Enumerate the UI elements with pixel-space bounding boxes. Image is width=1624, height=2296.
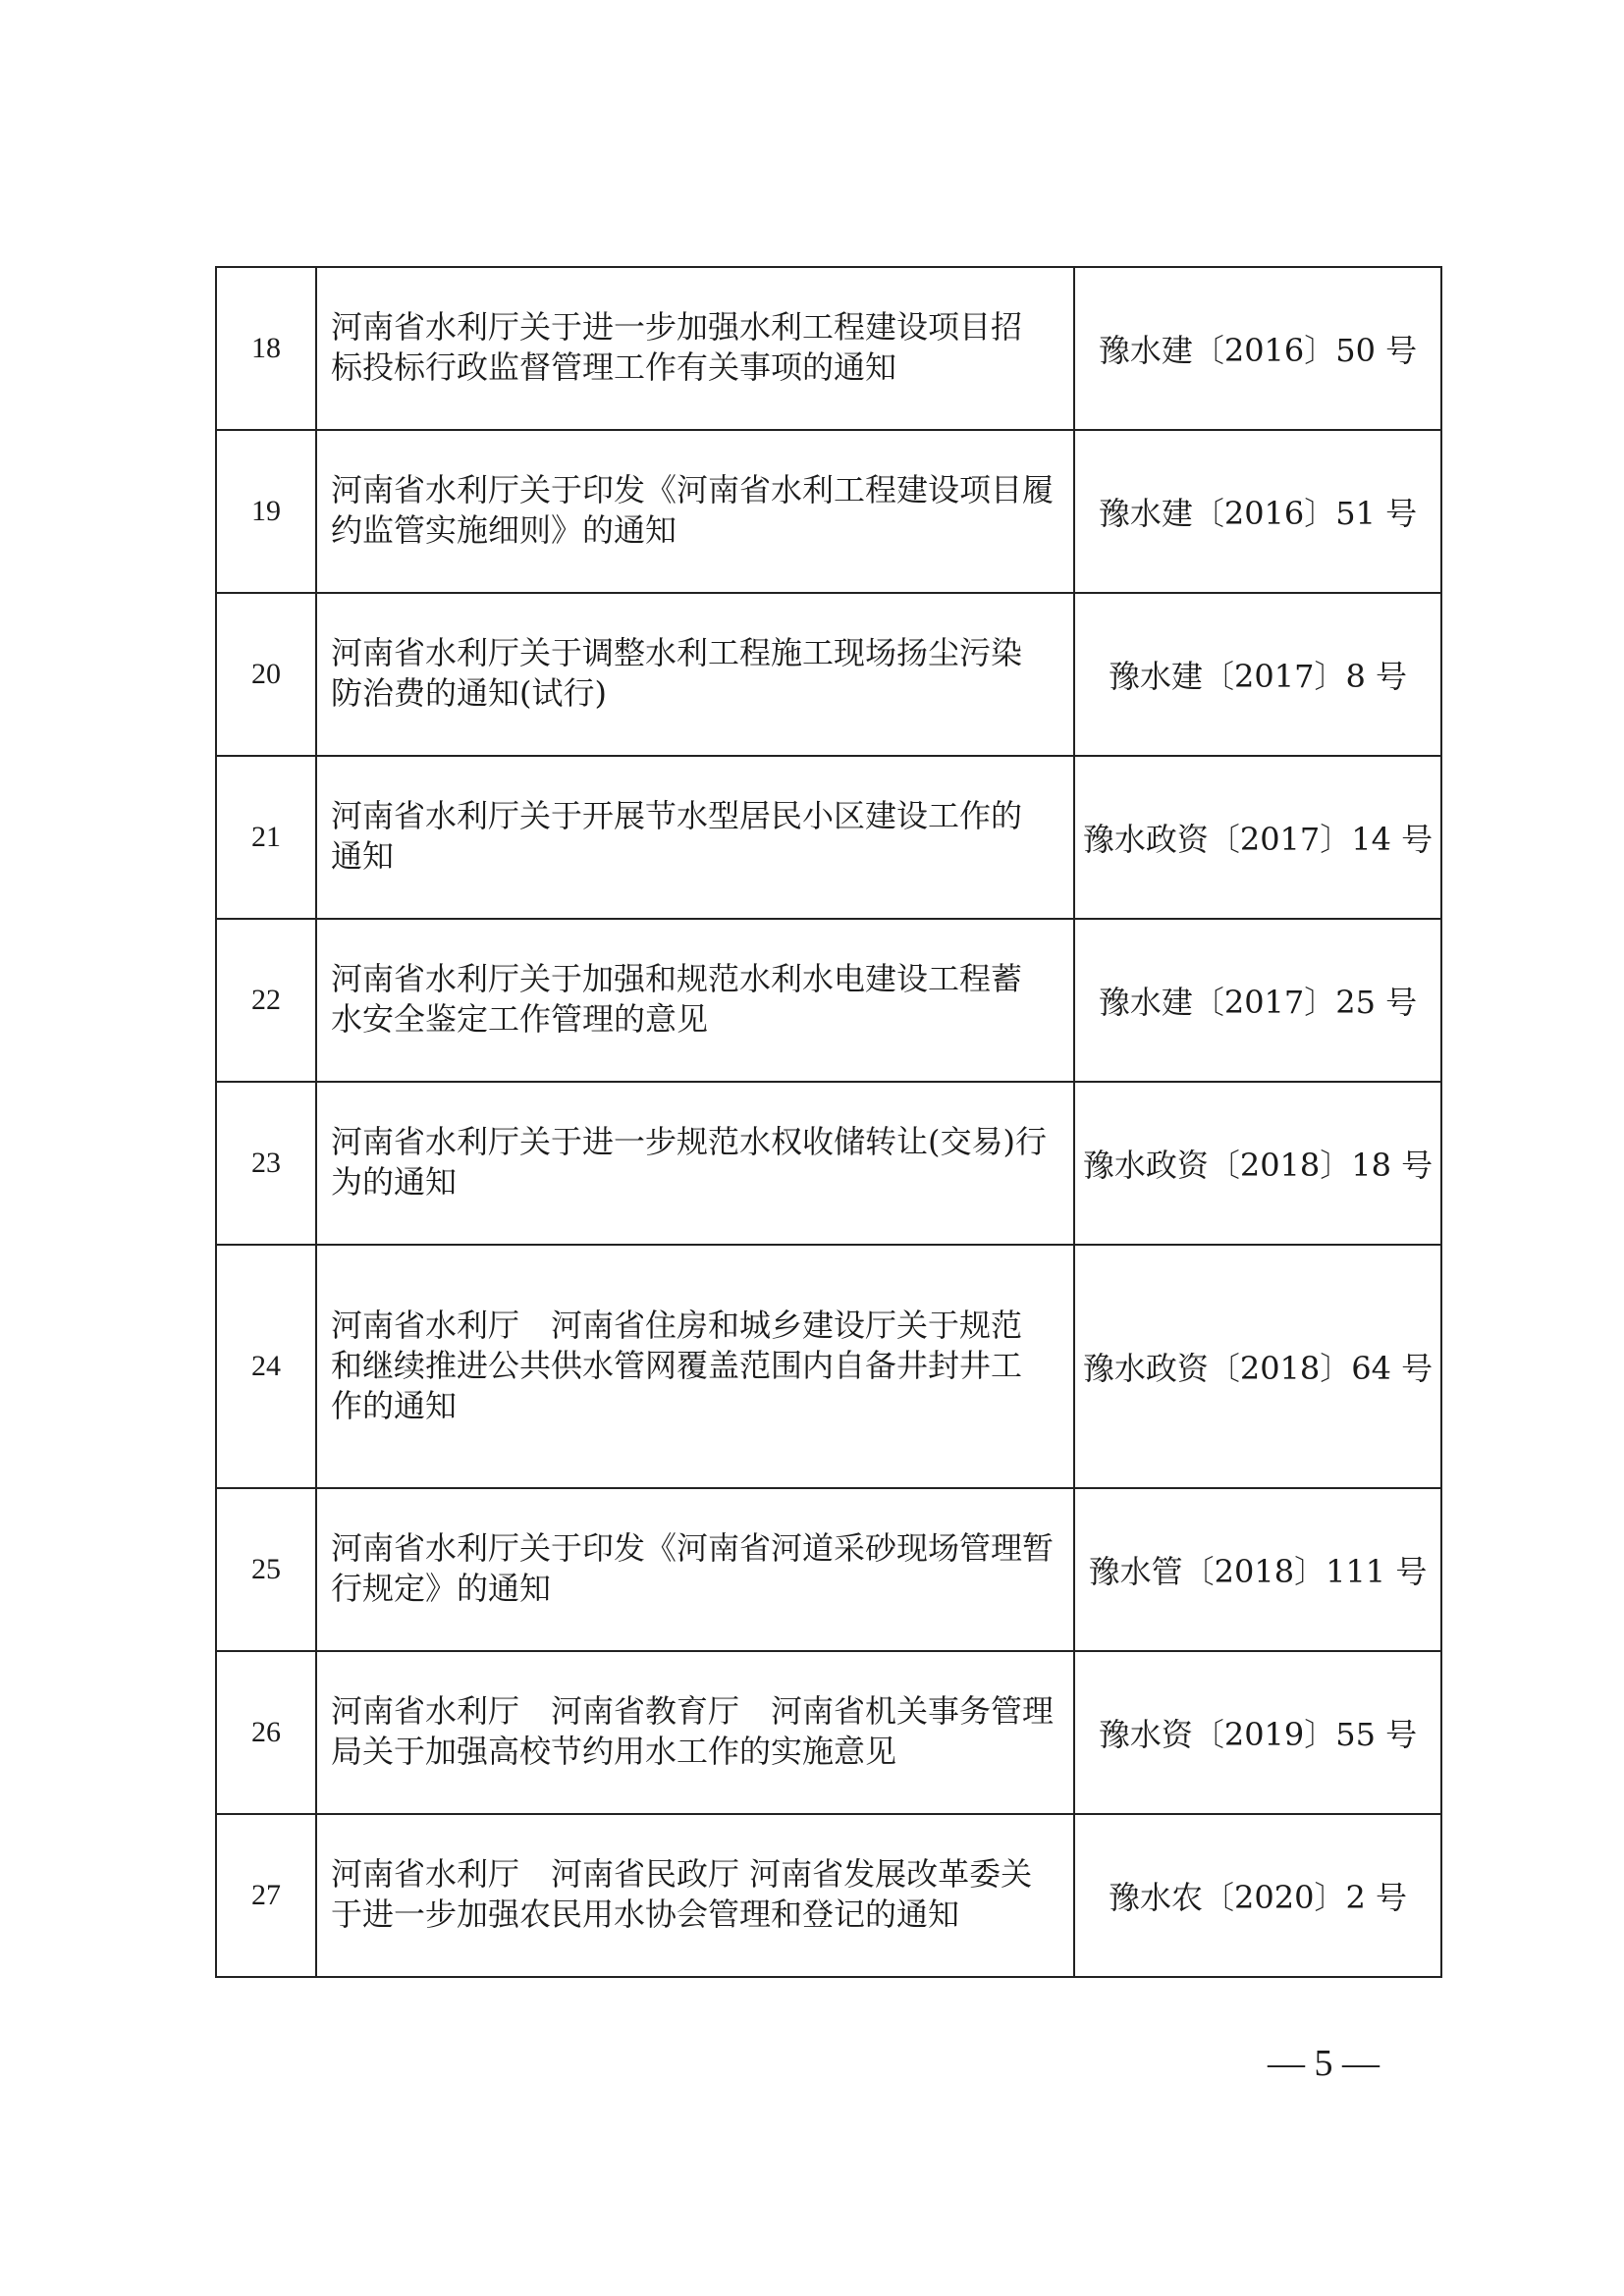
- title-line: 行规定》的通知: [331, 1570, 552, 1607]
- document-title: [316, 430, 1074, 593]
- document-title: [316, 1814, 1074, 1977]
- title-line: 河南省水利厅关于进一步规范水权收储转让(交易)行: [331, 1123, 1047, 1160]
- table-row: [216, 919, 1441, 1082]
- row-number: 22: [216, 919, 316, 1082]
- document-number: 豫水资〔2019〕55 号: [1074, 1651, 1441, 1814]
- title-line: 为的通知: [331, 1163, 458, 1201]
- document-title: [316, 1651, 1074, 1814]
- row-number: 20: [216, 593, 316, 756]
- row-number: 27: [216, 1814, 316, 1977]
- title-line: 水安全鉴定工作管理的意见: [331, 1000, 709, 1038]
- row-number: 24: [216, 1245, 316, 1488]
- document-title: [316, 593, 1074, 756]
- row-number: 21: [216, 756, 316, 919]
- document-title: [316, 267, 1074, 430]
- title-line: 作的通知: [331, 1386, 458, 1424]
- document-title: [316, 756, 1074, 919]
- title-line: 河南省水利厅关于印发《河南省河道采砂现场管理暂: [331, 1529, 1055, 1567]
- document-title: [316, 1488, 1074, 1651]
- title-line: 河南省水利厅 河南省住房和城乡建设厅关于规范: [331, 1306, 1023, 1344]
- document-number: 豫水建〔2017〕8 号: [1074, 593, 1441, 756]
- document-title: [316, 919, 1074, 1082]
- title-line: 河南省水利厅关于调整水利工程施工现场扬尘污染: [331, 634, 1023, 671]
- row-number: 25: [216, 1488, 316, 1651]
- title-line: 河南省水利厅关于加强和规范水利水电建设工程蓄: [331, 960, 1023, 997]
- title-line: 河南省水利厅关于进一步加强水利工程建设项目招: [331, 308, 1023, 346]
- row-number: 18: [216, 267, 316, 430]
- table-row: [216, 267, 1441, 430]
- document-number: 豫水政资〔2018〕18 号: [1074, 1082, 1441, 1245]
- row-number: 23: [216, 1082, 316, 1245]
- title-line: 和继续推进公共供水管网覆盖范围内自备井封井工: [331, 1346, 1023, 1384]
- table-row: [216, 1814, 1441, 1977]
- title-line: 河南省水利厅关于印发《河南省水利工程建设项目履: [331, 471, 1055, 508]
- document-number: 豫水政资〔2017〕14 号: [1074, 756, 1441, 919]
- title-line: 于进一步加强农民用水协会管理和登记的通知: [331, 1896, 960, 1933]
- title-line: 河南省水利厅 河南省民政厅 河南省发展改革委关: [331, 1855, 1033, 1893]
- document-number: 豫水政资〔2018〕64 号: [1074, 1245, 1441, 1488]
- table-row: [216, 593, 1441, 756]
- document-number: 豫水建〔2016〕51 号: [1074, 430, 1441, 593]
- table-row: [216, 1488, 1441, 1651]
- title-line: 河南省水利厅关于开展节水型居民小区建设工作的: [331, 797, 1023, 834]
- document-number: 豫水建〔2017〕25 号: [1074, 919, 1441, 1082]
- document-number: 豫水建〔2016〕50 号: [1074, 267, 1441, 430]
- document-number: 豫水农〔2020〕2 号: [1074, 1814, 1441, 1977]
- title-line: 河南省水利厅 河南省教育厅 河南省机关事务管理: [331, 1692, 1055, 1730]
- table-row: [216, 430, 1441, 593]
- title-line: 标投标行政监督管理工作有关事项的通知: [331, 348, 897, 386]
- table-row: [216, 1651, 1441, 1814]
- document-title: [316, 1245, 1074, 1488]
- document-number: 豫水管〔2018〕111 号: [1074, 1488, 1441, 1651]
- title-line: 防治费的通知(试行): [331, 674, 607, 712]
- document-title: [316, 1082, 1074, 1245]
- row-number: 19: [216, 430, 316, 593]
- page-number: — 5 —: [1268, 2043, 1380, 2084]
- table-body: [216, 267, 1441, 1977]
- row-number: 26: [216, 1651, 316, 1814]
- table-row: [216, 1082, 1441, 1245]
- title-line: 通知: [331, 837, 395, 875]
- title-line: 约监管实施细则》的通知: [331, 511, 677, 549]
- table-row: [216, 756, 1441, 919]
- title-line: 局关于加强高校节约用水工作的实施意见: [331, 1733, 897, 1770]
- document-list-table: [215, 266, 1442, 1978]
- table-row: [216, 1245, 1441, 1488]
